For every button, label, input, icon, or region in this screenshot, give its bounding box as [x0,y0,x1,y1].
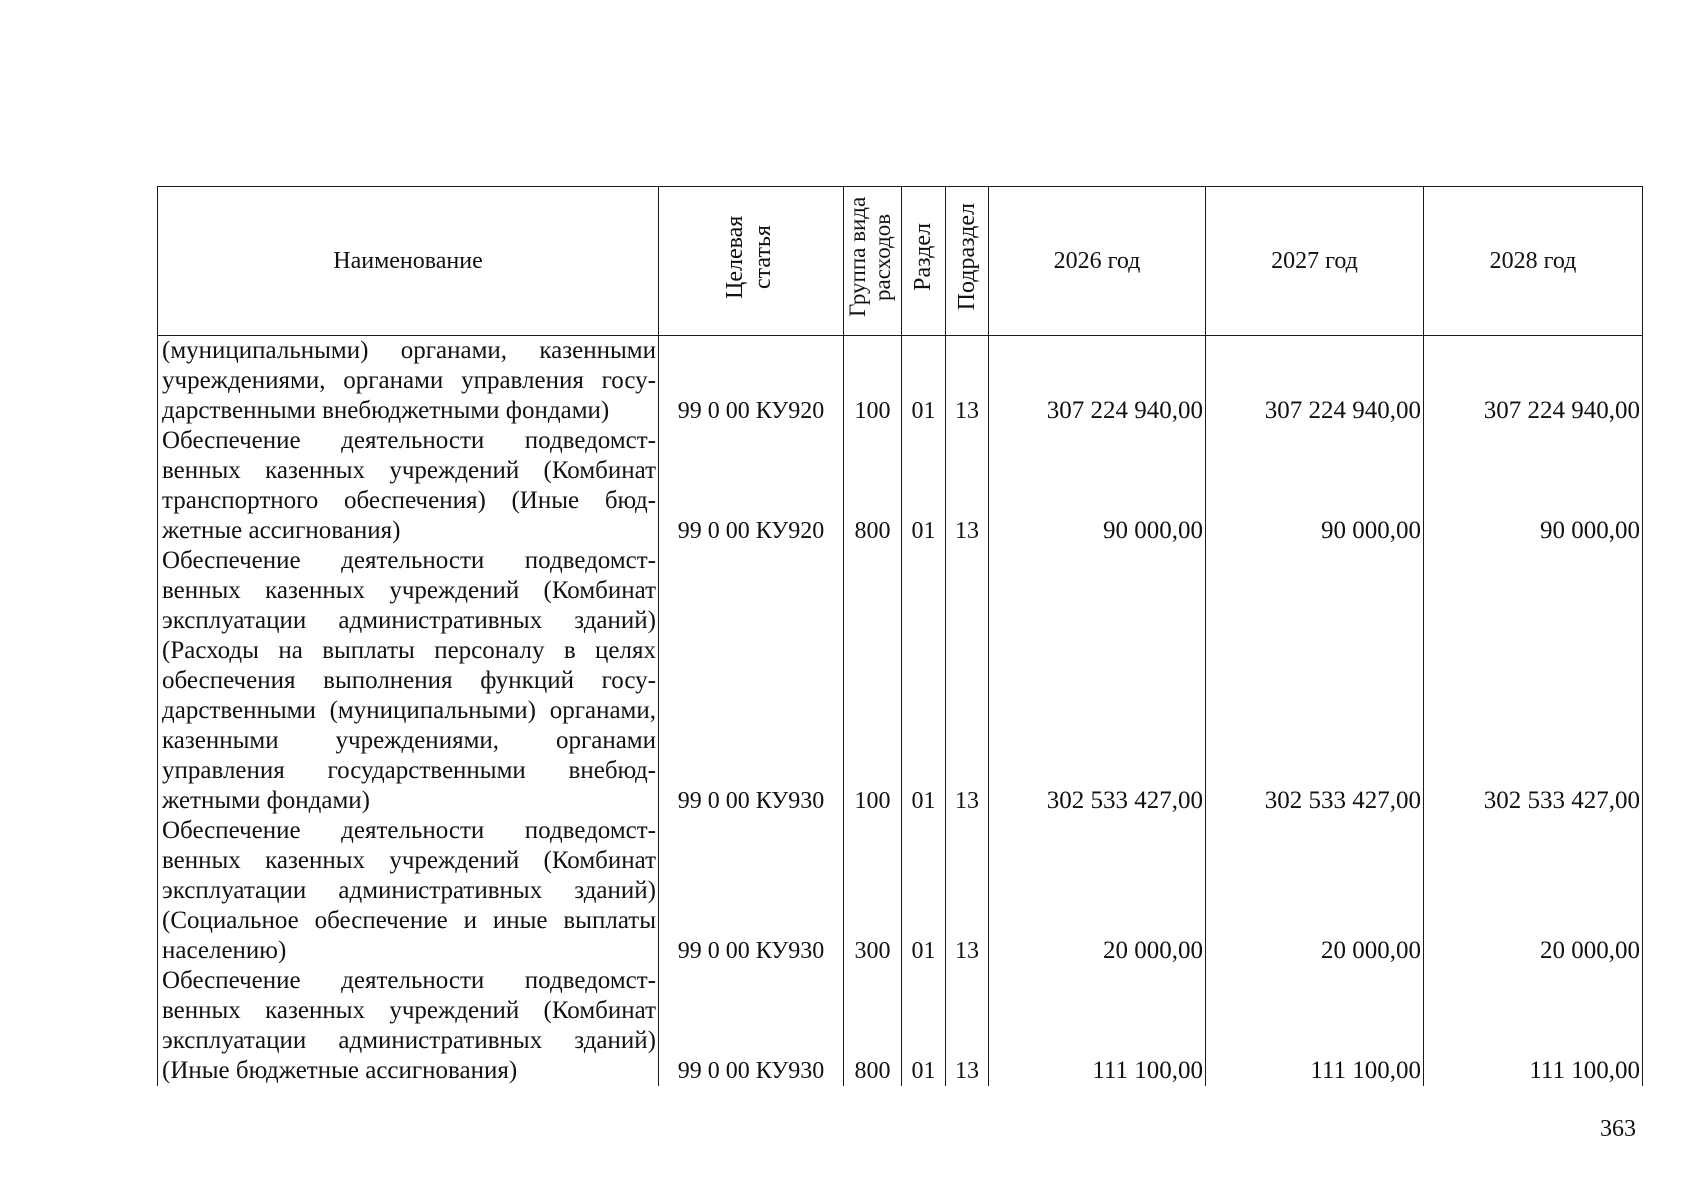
header-subsection: Подраздел [946,187,989,336]
table-header-row [158,187,1643,336]
table-row [158,966,1643,1086]
header-name: Наименование [158,187,659,336]
row-amount-2026: 307 224 940,00 [989,336,1206,427]
header-year-2028: 2028 год [1424,187,1643,336]
table-row [158,546,1643,816]
row-subsection: 13 [946,816,989,966]
row-subsection: 13 [946,546,989,816]
row-section: 01 [902,546,946,816]
row-article: 99 0 00 КУ930 [659,546,844,816]
row-amount-2027: 302 533 427,00 [1206,546,1424,816]
row-name: Обеспечение деятельности подведомственных казенных учреждений (Комбинат эксплуатации административных зданий) (Расходы на выплаты персоналу в целях обеспечения выполнения функций государственными (муниципальными) органами, казенными учреждениями, органами управления государственными внебюджетными фондами) [158,546,659,816]
row-expense-group: 800 [844,966,902,1086]
row-amount-2026: 20 000,00 [989,816,1206,966]
row-amount-2027: 20 000,00 [1206,816,1424,966]
row-amount-2027: 307 224 940,00 [1206,336,1424,427]
row-article: 99 0 00 КУ930 [659,966,844,1086]
row-expense-group: 100 [844,336,902,427]
row-section: 01 [902,966,946,1086]
header-expense-group: Группа вида расходов [844,187,902,336]
page-number: 363 [1600,1116,1636,1142]
row-name: Обеспечение деятельности подведомственных казенных учреждений (Комбинат эксплуатации административных зданий) (Иные бюджетные ассигнования) [158,966,659,1086]
table-row [158,816,1643,966]
row-amount-2026: 90 000,00 [989,426,1206,546]
table-row [158,426,1643,546]
row-amount-2028: 111 100,00 [1424,966,1643,1086]
header-section: Раздел [902,187,946,336]
row-expense-group: 100 [844,546,902,816]
header-year-2026: 2026 год [989,187,1206,336]
header-article: Целевая статья [659,187,844,336]
row-article: 99 0 00 КУ920 [659,336,844,427]
row-expense-group: 800 [844,426,902,546]
row-amount-2028: 20 000,00 [1424,816,1643,966]
row-article: 99 0 00 КУ920 [659,426,844,546]
row-amount-2028: 307 224 940,00 [1424,336,1643,427]
row-amount-2028: 90 000,00 [1424,426,1643,546]
row-section: 01 [902,336,946,427]
row-amount-2026: 302 533 427,00 [989,546,1206,816]
table-row [158,336,1643,427]
row-subsection: 13 [946,426,989,546]
row-section: 01 [902,816,946,966]
row-subsection: 13 [946,336,989,427]
row-amount-2028: 302 533 427,00 [1424,546,1643,816]
row-name: Обеспечение деятельности подведомственных казенных учреждений (Комбинат эксплуатации административных зданий) (Социальное обеспечение и иные выплаты населению) [158,816,659,966]
budget-table [157,186,1643,1086]
header-year-2027: 2027 год [1206,187,1424,336]
row-amount-2026: 111 100,00 [989,966,1206,1086]
row-expense-group: 300 [844,816,902,966]
row-amount-2027: 111 100,00 [1206,966,1424,1086]
row-amount-2027: 90 000,00 [1206,426,1424,546]
row-name: Обеспечение деятельности подведомственных казенных учреждений (Комбинат транспортного обеспечения) (Иные бюджетные ассигнования) [158,426,659,546]
row-section: 01 [902,426,946,546]
row-subsection: 13 [946,966,989,1086]
row-article: 99 0 00 КУ930 [659,816,844,966]
row-name: (муниципальными) органами, казенными учреждениями, органами управления государственными внебюджетными фондами) [158,336,659,427]
